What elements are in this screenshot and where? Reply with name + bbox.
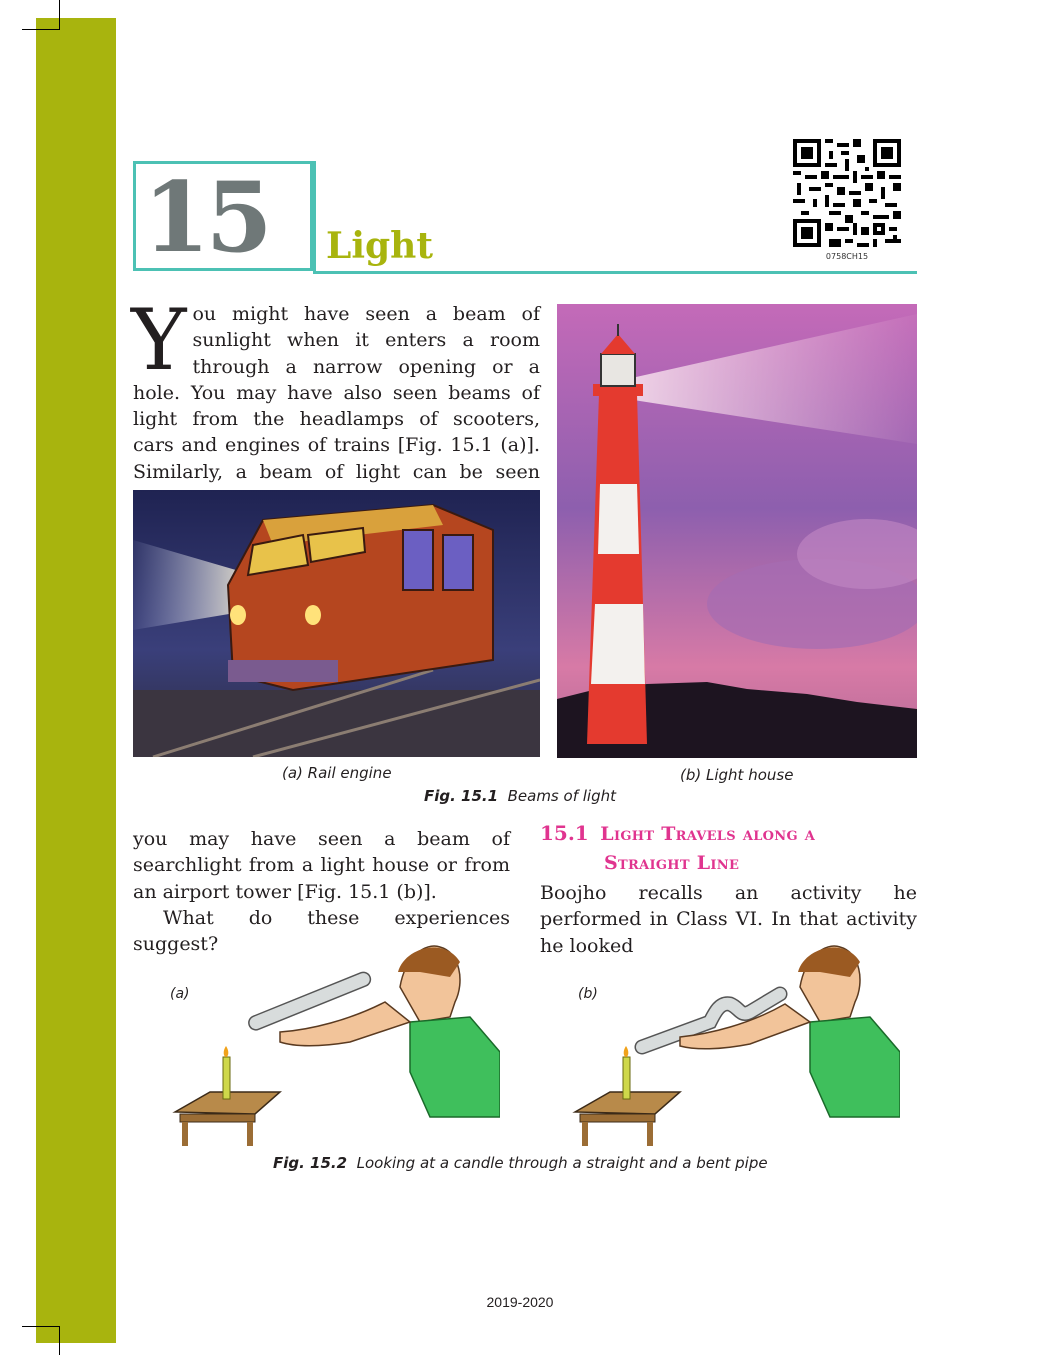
fig-15-2a-label: (a) — [170, 986, 190, 1002]
page-footer-year: 2019-2020 — [486, 1294, 554, 1310]
crop-mark-top-v — [59, 0, 60, 30]
rail-engine-image — [133, 490, 540, 757]
qr-code-icon[interactable] — [793, 139, 901, 247]
crop-mark-top-h — [22, 29, 60, 30]
right-column-text: Boojho recalls an activity he performed in Class VI. In that activity he looked — [540, 882, 917, 957]
fig-15-2b-label: (b) — [578, 986, 598, 1002]
crop-mark-bottom-h — [22, 1326, 60, 1327]
fig-15-1-title: Beams of light — [507, 787, 616, 805]
crop-mark-bottom-v — [59, 1326, 60, 1355]
lighthouse-image — [557, 304, 917, 758]
fig-15-1-caption — [424, 787, 616, 805]
fig-15-2-caption — [273, 1154, 768, 1172]
margin-sidebar — [36, 18, 116, 1343]
fig-15-2-title: Looking at a candle through a straight and a bent pipe — [356, 1154, 768, 1172]
section-number: 15.1 — [540, 821, 589, 845]
section-title-line2: Straight Line — [604, 852, 740, 874]
chapter-title: Light — [326, 225, 433, 267]
left-para-2: What do these experiences suggest? — [133, 906, 510, 956]
left-para-1: you may have seen a beam of searchlight from a light house or from an airport tower [Fig. 15.1 (b)]. — [133, 828, 510, 903]
qr-code-id: 0758CH15 — [825, 252, 869, 261]
chapter-rule-vertical — [313, 161, 316, 274]
intro-text: ou might have seen a beam of sunlight when it enters a room through a narrow opening or a hole. You may have also seen beams of light from the headlamps of scooters, cars and engines of trains [Fig. 15.1 (a)]. Similarly, a beam of light can be seen — [133, 303, 540, 483]
left-column-text — [133, 826, 510, 957]
drop-cap: Y — [131, 291, 187, 389]
section-heading — [540, 819, 920, 878]
chapter-rule — [313, 271, 917, 274]
chapter-number: 15 — [143, 161, 269, 274]
fig-15-2-label: Fig. 15.2 — [273, 1154, 348, 1172]
fig-15-1a-caption: (a) Rail engine — [282, 764, 392, 782]
fig-15-1b-caption: (b) Light house — [680, 766, 794, 784]
fig-15-1-label: Fig. 15.1 — [424, 787, 499, 805]
intro-paragraph — [131, 291, 540, 511]
boy-straight-pipe-image — [170, 942, 500, 1147]
section-title-line1: Light Travels along a — [600, 823, 816, 845]
boy-bent-pipe-image — [570, 942, 900, 1147]
